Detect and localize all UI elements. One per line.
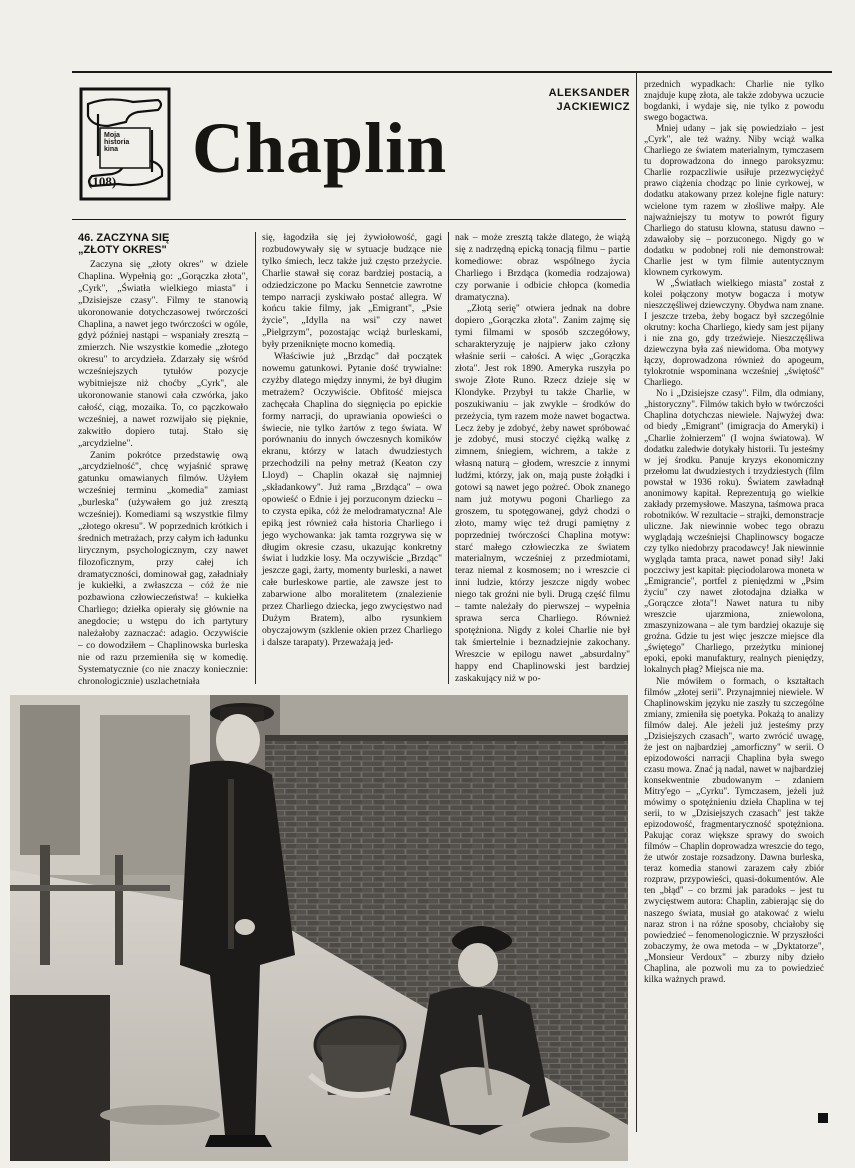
top-rule <box>72 71 832 73</box>
article-end-mark <box>818 1113 828 1123</box>
paragraph: „Złotą serię" otwiera jednak na dobre dopiero „Gorączka złota". Zanim zajmę się tymi filmami w sposób szczegółowy, scharakteryzuję je najpierw jako człony właśnie serii – całości. A więc „Gorączka złota". Jest rok 1890. Ameryka ruszyła po swoje Złote Runo. Rzecz dzieje się w Klondyke. Przybył tu także Charlie, w poszukiwaniu – jak zwykle – środków do przeżycia, tym razem może nawet bogactwa. Lecz żeby je zdobyć, żeby nawet spróbować je zdobyć, musi stoczyć ciężką walkę z zimnem, śniegiem, wichrem, a także z własną naturą – głodem, wreszcie z innymi ludźmi, którzy, jak on, mają puste żołądki i gotowi są nawet jego pożreć. Obok znanego nam już motywu pogoni Charliego za groszem, tu spotęgowanej, gdyż chodzi o złoto, mamy więc też drugi pamiętny z poprzedniej twórczości Chaplina motyw: starć małego człowieczka ze światem materialnym, wcześniej z przedmiotami, teraz niemal z kosmosem; no i wreszcie ci inni ludzie, którzy jeszcze nigdy wobec niego tak groźni nie byli. Drugą część filmu – tamte należały do pierwszej – wypełnia sprawa serca Charliego. Również spotężniona. Nigdy z kolei Charlie nie był tak śmiertelnie i beznadziejnie zakochany. Wreszcie w epilogu nawet „absurdalny" happy end Chaplinowski jest bardziej zaskakujący niż w po- <box>455 303 630 684</box>
text-column-3 <box>455 232 630 684</box>
text-column-2 <box>262 232 442 649</box>
paragraph: przednich wypadkach: Charlie nie tylko znajduje kupę złota, ale także zdobywa uczucie bogdanki, i wydaje się, nie tylko z powodu swego bogactwa. <box>644 80 824 124</box>
column-rule <box>255 232 256 684</box>
paragraph: nak – może zresztą także dlatego, że wiążą się z nadrzędną epicką tonacją filmu – partie komediowe: obraz wspólnego życia Charliego i Brzdąca (komedia rodzajowa) czy porwanie i odbicie chłopca (komedia dramatyczna). <box>455 232 630 303</box>
series-number: (108) <box>88 174 117 189</box>
text-column-4 <box>644 80 824 986</box>
paragraph: się, łagodziła się jej żywiołowość, gagi rozbudowywały się w sytuacje budzące nie tylko śmiech, lecz także już często przeżycie. Charlie stawał się coraz bardziej postacią, a odziedziczone po Macku Sennetcie zawrotne tempo narracji zyskiwało postać allegra. W końcu takie filmy, jak „Emigrant", „Psie życie", „Idylla na wsi" czy nawet „Pielgrzym", pozostając wciąż burleskami, były przeniknięte mocno komedią. <box>262 232 442 351</box>
author-name: ALEKSANDER JACKIEWICZ <box>548 87 630 113</box>
series-logo <box>78 86 172 202</box>
paragraph: Nie mówiłem o formach, o kształtach filmów „złotej serii". Przynajmniej niewiele. W Chaplinowskim języku nie zaszły tu szczególne zmiany, zmieniła się poetyka. Pokażą to analizy filmów dalej. Ale jeżeli już jesteśmy przy „Dzisiejszych czasach", warto zwrócić uwagę, że jest on najbardziej „amorficzny" w serii. O epizodowości narracji Chaplina była swego czasu mowa. Znać ją nadal, nawet w najbardziej konsekwentnie zbudowanym – zdaniem Mitry'ego – „Cyrku". Tymczasem, jeżeli już mówimy o spotężnieniu dzieła Chaplina w tej serii, to w „Dzisiejszych czasach" jest także epizodowość, fragmentaryczność spotężniona. Pakując coraz większe sprawy do swoich filmów – Chaplin doprowadza wreszcie do tego, że utwór zostaje rozsadzony. Dawna burleska, teraz komedia stanowi zarazem cały zbiór rozpraw, przypowieści, quasi-dokumentów. Ale ten „błąd" – co brzmi jak paradoks – jest tu zwycięstwem autora: Chaplin, zabierając się do naszego świata, musiał go atakować z wielu naraz stron i na różne sposoby, chciałoby się powiedzieć – fenomenologicznie. W przyszłości zobaczymy, że owa metoda – w „Dyktatorze", „Monsieur Verdoux" – zburzy niby dzieło Chaplina, ale pozwoli mu za to powiedzieć kilka ważnych prawd. <box>644 676 824 985</box>
paragraph: Mniej udany – jak się powiedziało – jest „Cyrk", ale też ważny. Niby wciąż walka Charliego ze światem materialnym, tymczasem tu doprowadzona do innego paroksyzmu: Charlie rozpaczliwie usiłuje przezwyciężyć prawo ciążenia chodząc po linie cyrkowej, w dodatku atakowany przez kolejne figle natury: wcielone tym razem w złośliwe małpy. Ale najważniejszy tu motyw to powrót figury Charliego do statusu klowna, statusu dawno – zdawałoby się – porzuconego. Nigdy go w dodatku w podobnej roli nie demonstrował: Charlie jest w tym filmie autentycznym klownem cyrkowym. <box>644 124 824 278</box>
the-kid-still-image <box>10 695 628 1161</box>
series-logo-label: Moja historia kina <box>104 132 130 153</box>
text-column-1 <box>78 232 248 688</box>
column-rule <box>636 72 637 1132</box>
paragraph: Właściwie już „Brzdąc" dał początek nowemu gatunkowi. Pytanie dość trywialne: czyżby dlatego między innymi, że był długim metrażem? Oczywiście. Obfitość miejsca zachęcała Chaplina do sięgnięcia po epickie formy narracji, do uprawiania opowieści o świecie, nie tylko żartów z tego świata. W porównaniu do innych ówczesnych komików ekranu, którzy w latach dwudziestych przechodzili na pełny metraż (Keaton czy Lloyd) – Chaplin okazał się najmniej „składankowy". Już rama „Brzdąca" – owa opowieść o Ednie i jej porzuconym dziecku – to czysta epika, cóż że melodramatyczna! Ale epiką jest również cała historia Charliego i jego wychowanka: jak tamta rozgrywa się w długim okresie czasu, ukazując konkretny świat i ludzkie losy. Ma oczywiście „Brzdąc" jeszcze gagi, żarty, momenty burleski, a nawet całe burleskowe partie, ale zawsze jest to zabarwione albo moralitetem (znalezienie przez Charliego dziecka, jego zwycięstwo nad Dużym Bratem), albo rysunkiem obyczajowym (szklenie okien przez Charliego i dalsze tarapaty). Przeważają jed- <box>262 351 442 648</box>
paragraph: No i „Dzisiejsze czasy". Film, dla odmiany, „historyczny". Filmów takich było w twórczości Chaplina dotychczas niewiele. Najwyżej dwa: od biedy „Emigrant" (imigracja do Ameryki) i „Charlie żołnierzem" (I wojna światowa). W dodatku zaledwie dotykały historii. Tu jesteśmy w jej środku. Panuje kryzys ekonomiczny przełomu lat dwudziestych i trzydziestych (film powstał w 1936 roku). Światem zawładnął anonimowy kapitał. Reprezentują go wielkie zakłady przemysłowe. Maszyna, taśmowa praca robotników. W rezultacie – strajki, demonstracje uliczne. Jak niewinnie wobec tego obrazu wyglądają wcześniejsi Chaplinowscy bogacze czy tylko niedobrzy pracodawcy! Jak niewinnie wygląda tamta praca, nawet ponad siły! Jaki poczciwy jest kapitał: pięciodolarowa moneta w „Emigrancie", portfel z pieniędzmi w „Psim życiu" czy nawet złotodajna działka w „Gorączce złota"! Nawet natura tu niby wreszcie ujarzmiona, zniewolona, zmaszynizowana – ale tym bardziej okazuje się groźna. Gdzie tu jest więc jeszcze miejsce dla „świętego" Charliego, przeżytku minionej epoki, epoki manufaktury, realnych pieniędzy, lokalnych płag? Miejsca nie ma. <box>644 389 824 676</box>
section-heading: 46. ZACZYNA SIĘ „ZŁOTY OKRES" <box>78 232 170 256</box>
article-title: Chaplin <box>192 108 448 188</box>
paragraph: W „Światłach wielkiego miasta" został z kolei połączony motyw bogacza i motyw nieszczęśliwej dziewczyny. Obydwa nam znane. I jeszcze trzeba, żeby bogacz był szczególnie okrutny: kocha Charliego, kiedy sam jest pijany i nie zna go, gdy trzeźwieje. Nieszczęśliwa dziewczyna była zaś niewidoma. Oba motywy łączy, doprowadzona również do apogeum, tylokrotnie wspominana wcześniej „świętość" Charliego. <box>644 278 824 389</box>
film-still-photo <box>10 695 628 1161</box>
column-rule <box>448 232 449 684</box>
header-rule <box>72 219 626 220</box>
paragraph: Zaczyna się „złoty okres" w dziele Chaplina. Wypełnią go: „Gorączka złota", „Cyrk", „Światła wielkiego miasta" i „Dzisiejsze czasy". Filmy te stanowią ukoronowanie dotychczasowej twórczości Chaplina, a nawet jego twórczości w ogóle, gdyż później nastąpi – wspaniały zresztą – zmierzch. Nie wszystkie komedie „złotego okresu" to arcydzieła. Zdarzały się wśród wcześniejszych tytułów pozycje wybitniejsze niż choćby „Cyrk", ale ukoronowanie stanowi cała czwórka, jako całość, ciąg, mozaika. To, co pączkowało wcześniej, a nawet rozwijało się pięknie, zakwitło dopiero tutaj. Stało się „arcydzielne". <box>78 259 248 449</box>
paragraph: Zanim pokrótce przedstawię ową „arcydzielność", chcę wyjaśnić sprawę gatunku omawianych filmów. Użyłem wcześniej terminu „komedia" zamiast „burleska" (używałem go już zresztą wcześniej). Komediami są wszystkie filmy „złotego okresu". W poprzednich krótkich i średnich metrażach, przy całym ich ładunku lirycznym, psychologicznym, czy nawet filozoficznym, przy całej ich dramatyczności, dominował gag, załadniały je kukiełki, a zwłaszcza – cóż że nie pozbawiona człowieczeństwa! – kukiełka Charliego; dziełka opierały się głównie na anegdocie; u wstępu do ich partytury należałoby zaznaczać: adagio. Oczywiście – co dowodziłem – Chaplinowska burleska nie od razu przemieniła się w komedię. Systematycznie (co nie znaczy koniecznie: chronologicznie) uszlachetniała <box>78 449 248 687</box>
